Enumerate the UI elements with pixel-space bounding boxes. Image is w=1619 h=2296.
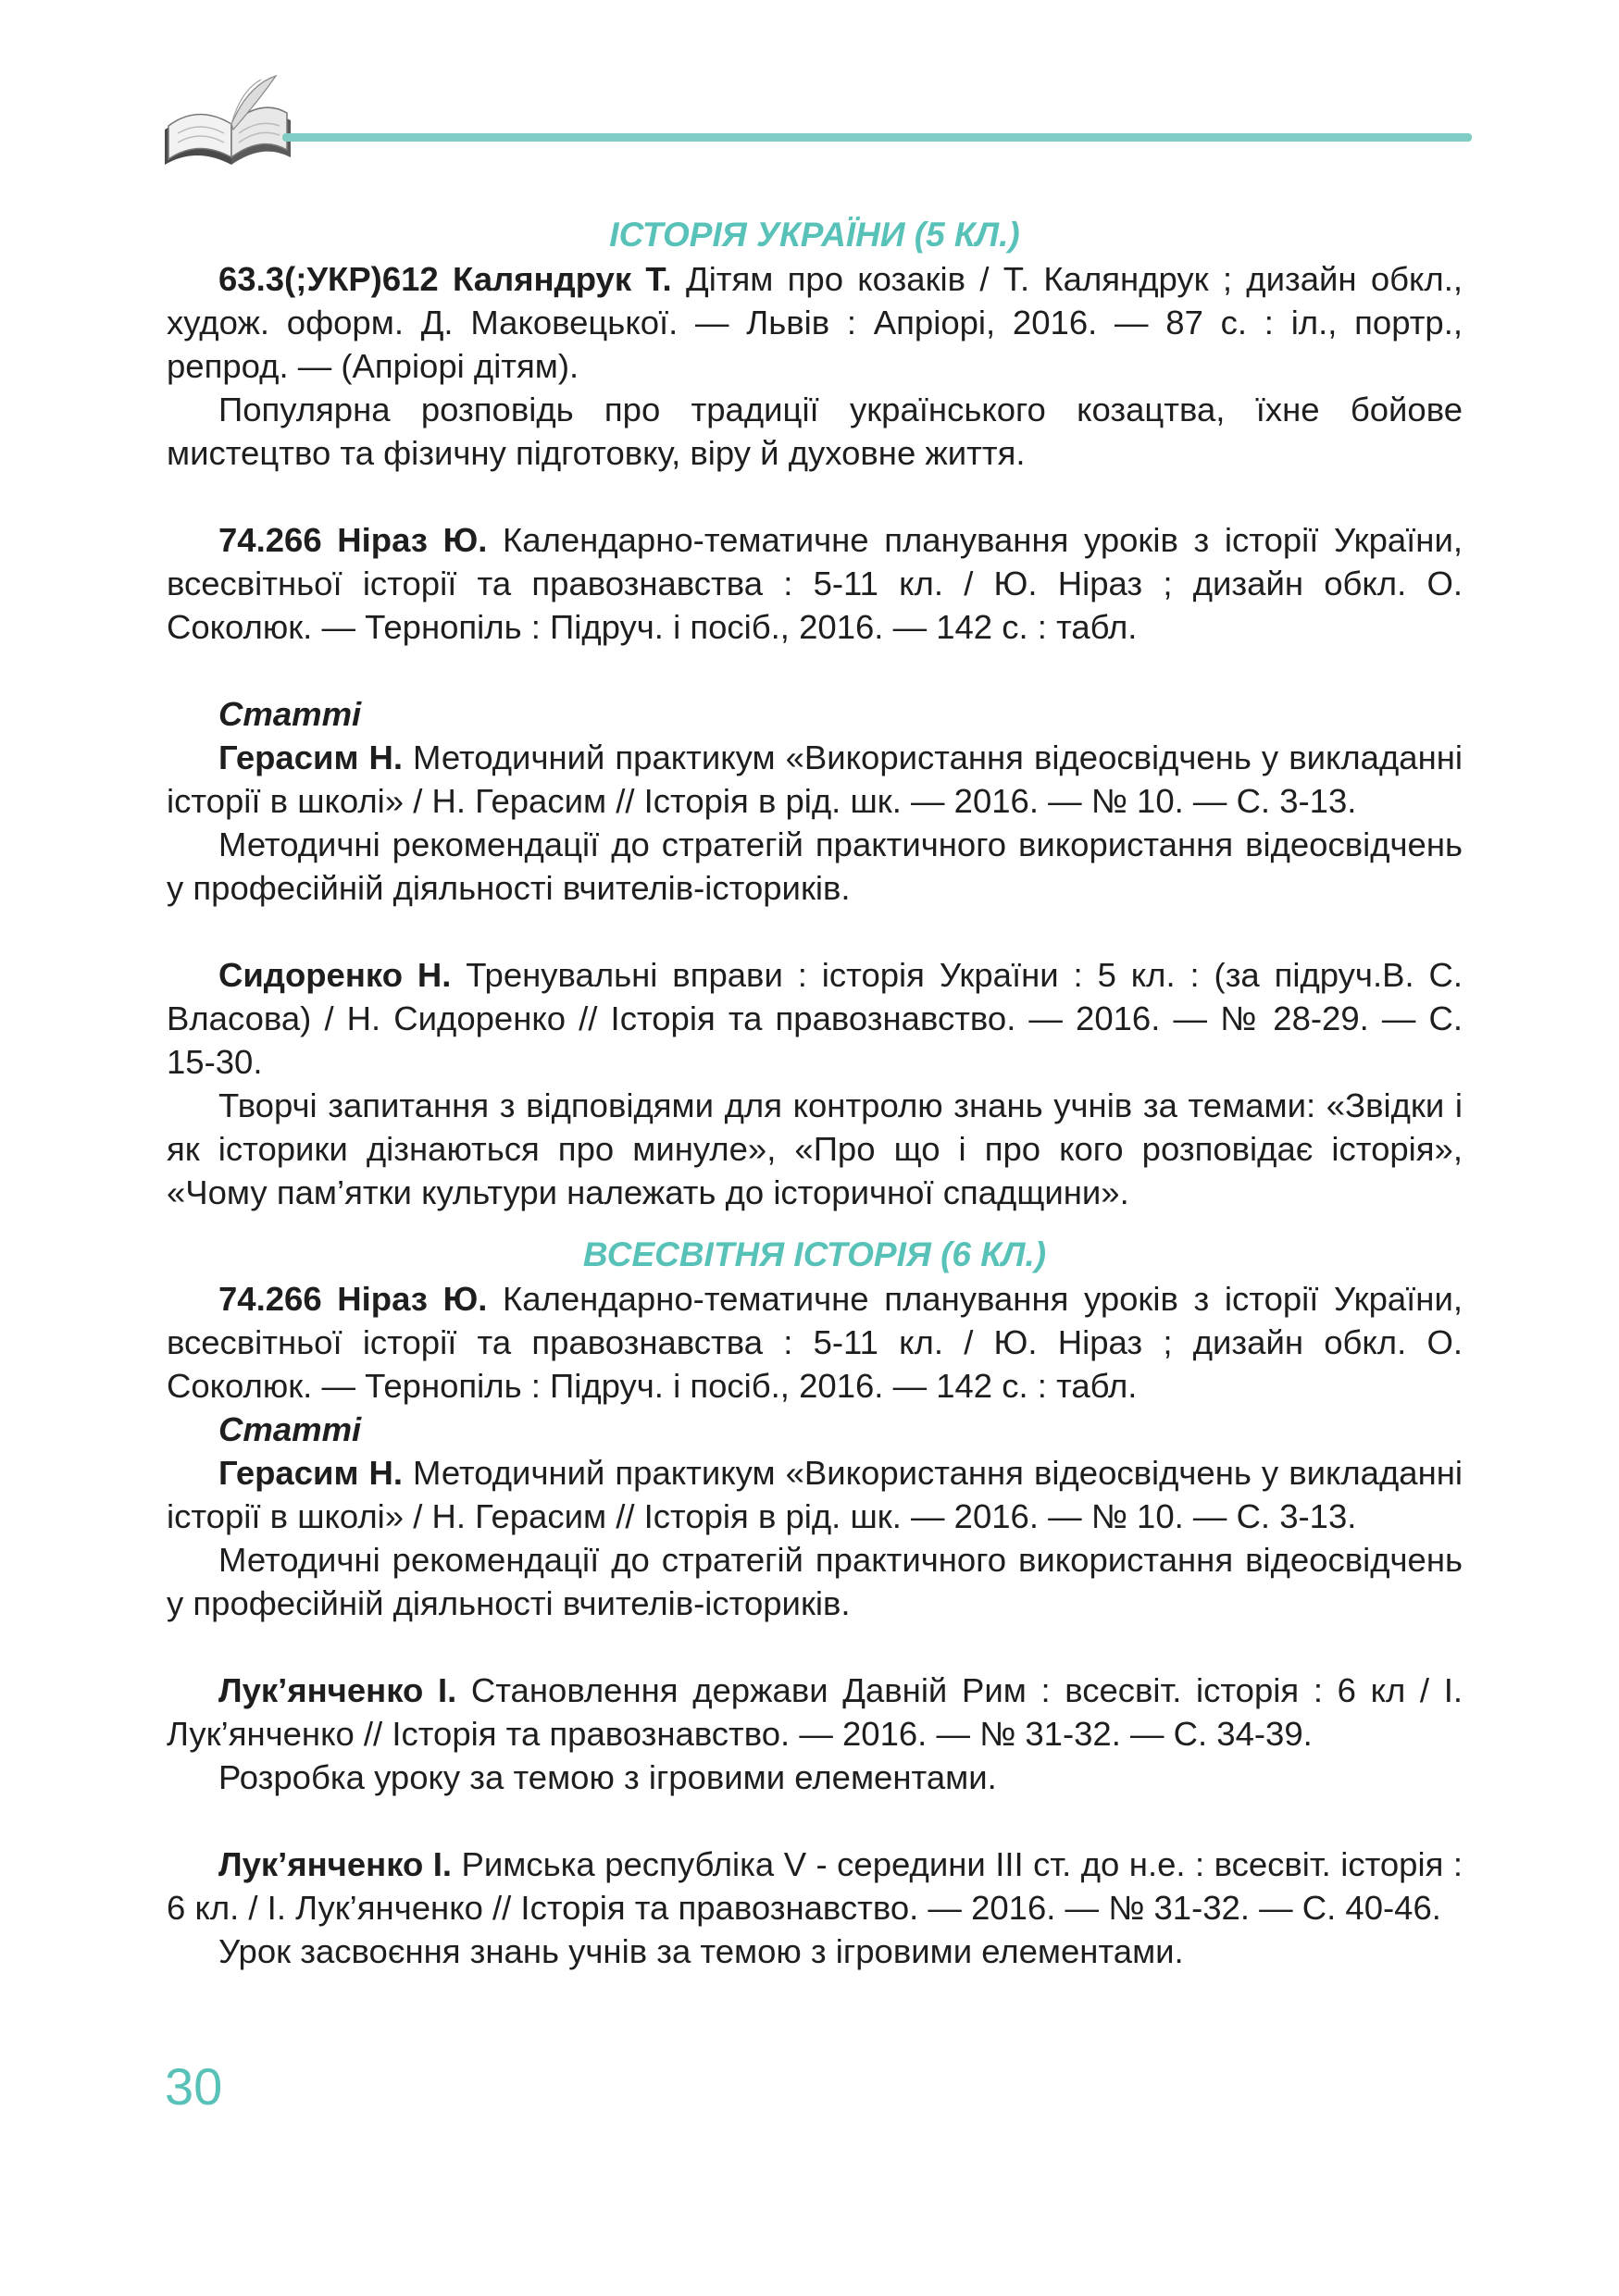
entry-annotation: Методичні рекомендації до стратегій практичного використання відеосвідчень у професійній діяльності вчителів-істориків. [167,1541,1463,1622]
bibliography-entry [167,1843,1463,1930]
bibliography-entry [167,1451,1463,1538]
bibliography-entry [167,1277,1463,1408]
section-title: ІСТОРІЯ УКРАЇНИ (5 КЛ.) [609,216,1020,254]
articles-subheading: Статті [218,1410,362,1448]
page-number: 30 [165,2057,223,2116]
bibliography-entry [167,736,1463,823]
entry-text: Тренувальні вправи : історія України : 5 кл. : (за підруч.В. С. Власова) / Н. Сидоренко // Історія та правознавство. — 2016. — № 28-29. — С. 15-30. [167,956,1463,1081]
entry-annotation: Творчі запитання з відповідями для контролю знань учнів за темами: «Звідки і як історики дізнаються про минуле», «Про що і про кого розповідає історія», «Чому пам’ятки культури належать до історичної спадщини». [167,1086,1463,1211]
entry-heading: Сидоренко Н. [218,956,452,994]
articles-subheading: Статті [218,695,362,733]
page-content [167,213,1463,1973]
entry-text: Становлення держави Давній Рим : всесвіт. історія : 6 кл / І. Лук’янченко // Історія та правознавство. — 2016. — № 31-32. — С. 34-39. [167,1671,1463,1753]
entry-heading: Герасим Н. [218,738,404,776]
section-title: ВСЕСВІТНЯ ІСТОРІЯ (6 КЛ.) [582,1235,1047,1273]
entry-heading: 74.266 Ніраз Ю. [218,1280,488,1318]
entry-heading: 63.3(;УКР)612 Каляндрук Т. [218,260,672,298]
entry-text: Римська республіка V - середини III ст. до н.е. : всесвіт. історія : 6 кл. / І. Лук’янченко // Історія та правознавство. — 2016. — № 31-32. — С. 40-46. [167,1845,1463,1927]
entry-annotation: Популярна розповідь про традиції українського козацтва, їхне бойове мистецтво та фізичну підготовку, віру й духовне життя. [167,391,1463,472]
entry-annotation: Розробка уроку за темою з ігровими елементами. [218,1758,997,1796]
entry-text: Календарно-тематичне планування уроків з історії України, всесвітньої історії та правознавства : 5-11 кл. / Ю. Ніраз ; дизайн обкл. О. Соколюк. — Тернопіль : Підруч. і посіб., 2016. — 142 с. : табл. [167,521,1463,646]
entry-text: Дітям про козаків / Т. Каляндрук ; дизайн обкл., худож. оформ. Д. Маковецької. — Львів : Апріорі, 2016. — 87 с. : іл., портр., репрод. — (Апріорі дітям). [167,260,1463,385]
entry-text: Методичний практикум «Використання відеосвідчень у викладанні історії в школі» / Н. Герасим // Історія в рід. шк. — 2016. — № 10. — С. 3-13. [167,738,1463,820]
entry-heading: 74.266 Ніраз Ю. [218,521,488,559]
entry-heading: Лук’янченко І. [218,1671,457,1709]
header-rule [282,133,1472,142]
bibliography-entry [167,518,1463,649]
open-book-icon [159,72,296,172]
bibliography-entry [167,1669,1463,1756]
entry-annotation: Урок засвоєння знань учнів за темою з ігровими елементами. [218,1932,1184,1970]
entry-text: Календарно-тематичне планування уроків з історії України, всесвітньої історії та правознавства : 5-11 кл. / Ю. Ніраз ; дизайн обкл. О. Соколюк. — Тернопіль : Підруч. і посіб., 2016. — 142 с. : табл. [167,1280,1463,1405]
entry-annotation: Методичні рекомендації до стратегій практичного використання відеосвідчень у професійній діяльності вчителів-істориків. [167,825,1463,907]
bibliography-entry [167,953,1463,1084]
bibliography-entry [167,257,1463,388]
entry-heading: Герасим Н. [218,1454,404,1492]
entry-text: Методичний практикум «Використання відеосвідчень у викладанні історії в школі» / Н. Герасим // Історія в рід. шк. — 2016. — № 10. — С. 3-13. [167,1454,1463,1535]
entry-heading: Лук’янченко І. [218,1845,453,1883]
